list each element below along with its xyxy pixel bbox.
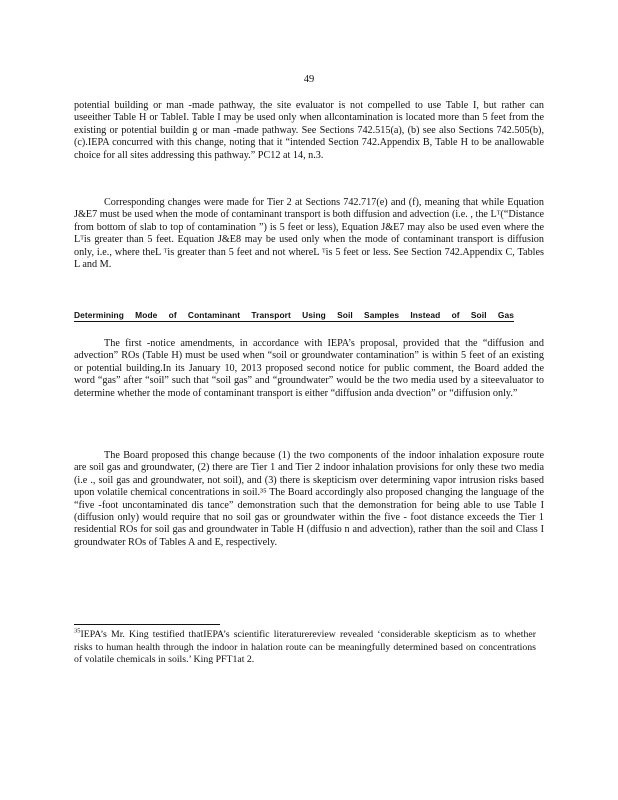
heading-word: Soil (337, 310, 353, 320)
paragraph-1: potential building or man -made pathway, the site evaluator is not compelled to use Table I, but rather can useeither Table H or TableI. Table I may be used only when allcontamination is located more than 5 feet from the existing or potential buildin g or man -made pathway. See Sections 742.515(a), (b) see also Sections 742.505(b), (c).IEPA concurred with this change, noting that it “intended Section 742.Appendix B, Table H to be anallowable choice for all sites addressing this pathway.” PC12 at 14, n.3. (74, 100, 544, 161)
page-number: 49 (303, 74, 315, 85)
heading-word: of (168, 310, 177, 320)
footnote-separator (74, 624, 220, 625)
footnote-marker: 35 (74, 627, 81, 635)
paragraph-4: The Board proposed this change because (1) the two components of the indoor inhalation exposure route are soil gas and groundwater, (2) there are Tier 1 and Tier 2 indoor inhalation provisions for only these two media (i.e ., soil gas and groundwater, not soil), and (3) there is skepticism over determining vapor intrusion risks based upon volatile chemical concentrations in soil.³⁵ The Board accordingly also proposed changing the language of the “five -foot uncontaminated dis tance” demonstration such that the demonstration for being able to use Table I (diffusion only) would require that no soil gas or groundwater within the five - foot distance exceeds the Tier 1 residential ROs for soil gas and groundwater in Table H (diffusio n and advection), rather than the soil and Class I groundwater ROs of Tables A and E, respectively. (74, 450, 544, 548)
heading-word: Gas (497, 310, 514, 320)
heading-word: Determining (74, 310, 124, 320)
heading-word: Contaminant (187, 310, 241, 320)
heading-word: Soil (470, 310, 487, 320)
heading-word: Mode (135, 310, 158, 320)
heading-word: of (451, 310, 460, 320)
section-heading (74, 310, 514, 322)
heading-word: Instead (410, 310, 441, 320)
heading-word: Transport (251, 310, 291, 320)
paragraph-2: Corresponding changes were made for Tier 2 at Sections 742.717(e) and (f), meaning that while Equation J&E7 must be used when the mode of contaminant transport is both diffusion and advection (i.e. , the Lᵀ(“Distance from bottom of slab to top of contamination ”) is 5 feet or less), Equation J&E7 may also be used even where the Lᵀis greater than 5 feet. Equation J&E8 may be used only when the mode of contaminant transport is diffusion only, i.e., where theL ᵀis greater than 5 feet and not whereL ᵀis 5 feet or less. See Section 742.Appendix C, Tables L and M. (74, 197, 544, 271)
footnote-text: IEPA’s Mr. King testified thatIEPA’s scientific literaturereview revealed ‘considerable skepticism as to whether risks to human health through the indoor in halation route can be meaningfully determined based on concentrations of volatile chemicals in soils.’ King PFT1at 2. (74, 629, 536, 666)
footnote (74, 629, 536, 667)
paragraph-3: The first -notice amendments, in accordance with IEPA’s proposal, provided that the “diffusion and advection” ROs (Table H) must be used when “soil or groundwater contamination” is within 5 feet of an existing or potential building.In its January 10, 2013 proposed second notice for public comment, the Board added the word “gas” after “soil” such that “soil gas” and “groundwater” would be the two media used by a siteevaluator to determine whether the mode of contaminant transport is either “diffusion anda dvection” or “diffusion only.” (74, 338, 544, 399)
heading-word: Using (302, 310, 326, 320)
heading-word: Samples (364, 310, 400, 320)
